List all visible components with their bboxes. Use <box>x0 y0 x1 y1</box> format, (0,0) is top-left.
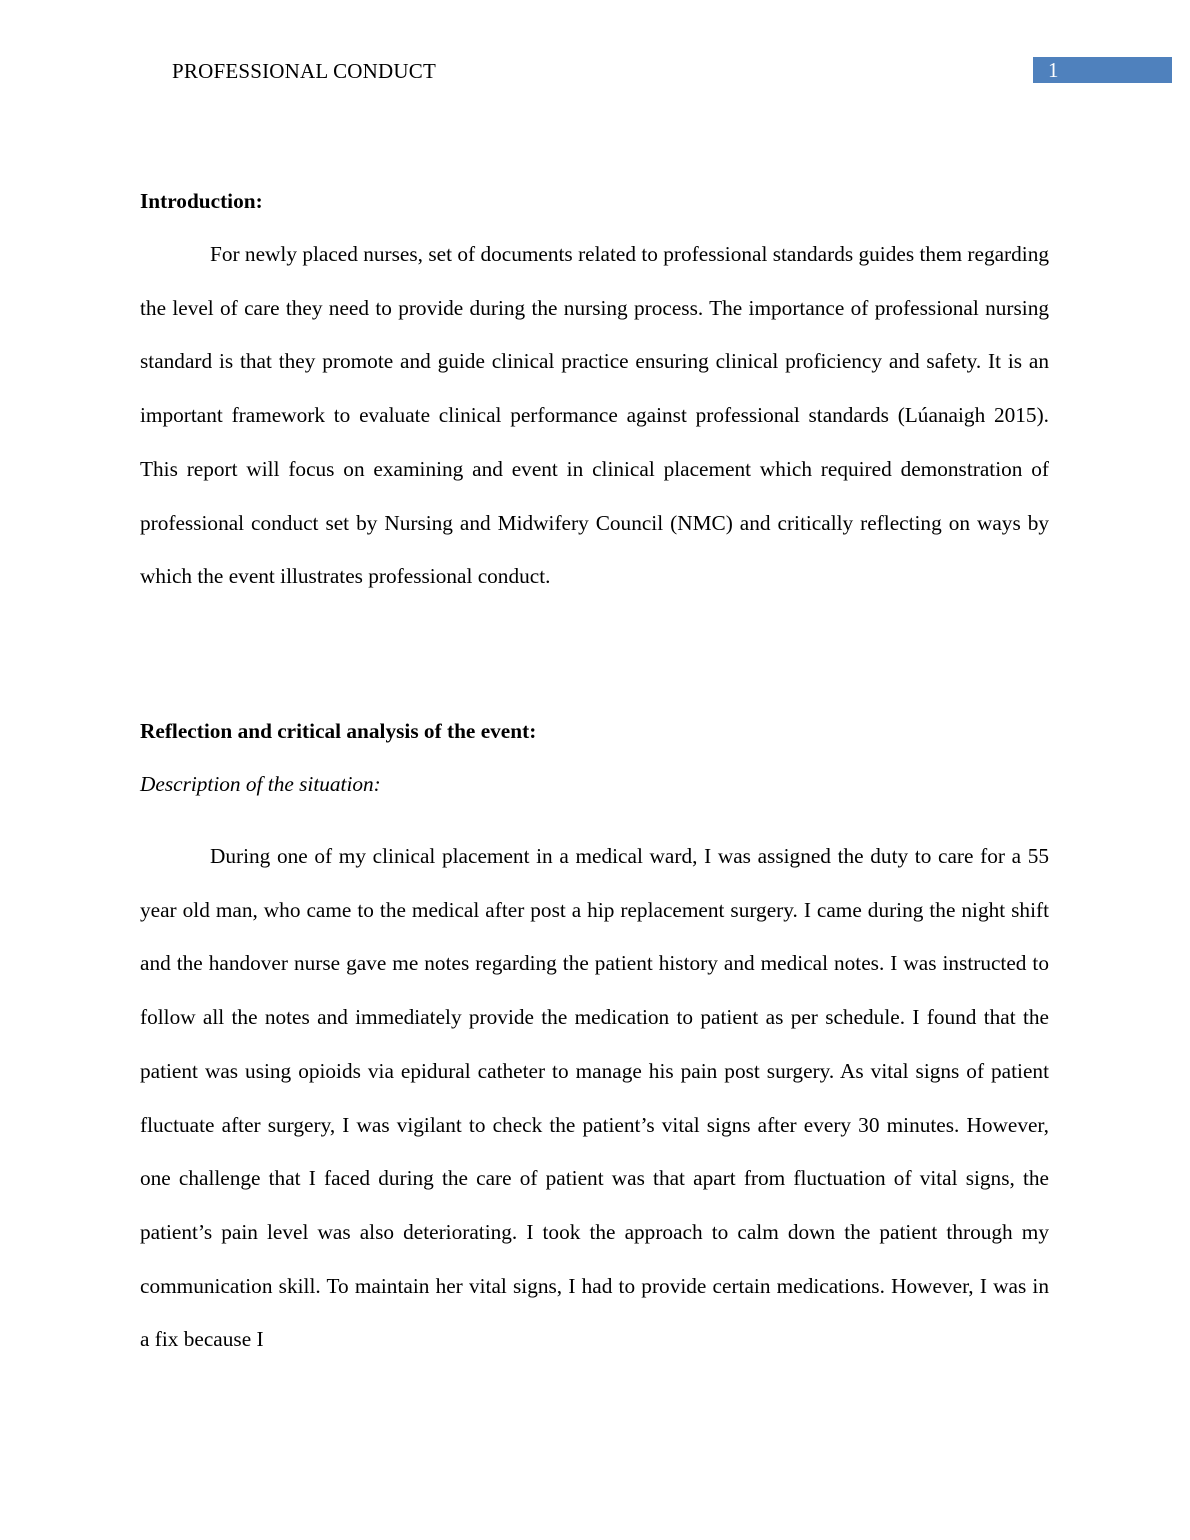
introduction-heading: Introduction: <box>140 189 263 213</box>
page-number-box <box>1033 57 1172 83</box>
running-head: PROFESSIONAL CONDUCT <box>172 59 437 83</box>
reflection-heading: Reflection and critical analysis of the event: <box>140 719 537 743</box>
introduction-paragraph: For newly placed nurses, set of documents related to professional standards guides them regarding the level of care they need to provide during the nursing process. The importance of professional nursing standard is that they promote and guide clinical practice ensuring clinical proficiency and safety. It is an important framework to evaluate clinical performance against professional standards (Lúanaigh 2015). This report will focus on examining and event in clinical placement which required demonstration of professional conduct set by Nursing and Midwifery Council (NMC) and critically reflecting on ways by which the event illustrates professional conduct. <box>140 242 1049 589</box>
situation-paragraph: During one of my clinical placement in a medical ward, I was assigned the duty to care for a 55 year old man, who came to the medical after post a hip replacement surgery. I came during the night shift and the handover nurse gave me notes regarding the patient history and medical notes. I was instructed to follow all the notes and immediately provide the medication to patient as per schedule. I found that the patient was using opioids via epidural catheter to manage his pain post surgery. As vital signs of patient fluctuate after surgery, I was vigilant to check the patient’s vital signs after every 30 minutes. However, one challenge that I faced during the care of patient was that apart from fluctuation of vital signs, the patient’s pain level was also deteriorating. I took the approach to calm down the patient through my communication skill. To maintain her vital signs, I had to provide certain medications. However, I was in a fix because I <box>140 844 1049 1352</box>
situation-subheading: Description of the situation: <box>140 772 381 796</box>
page-number: 1 <box>1048 58 1059 82</box>
